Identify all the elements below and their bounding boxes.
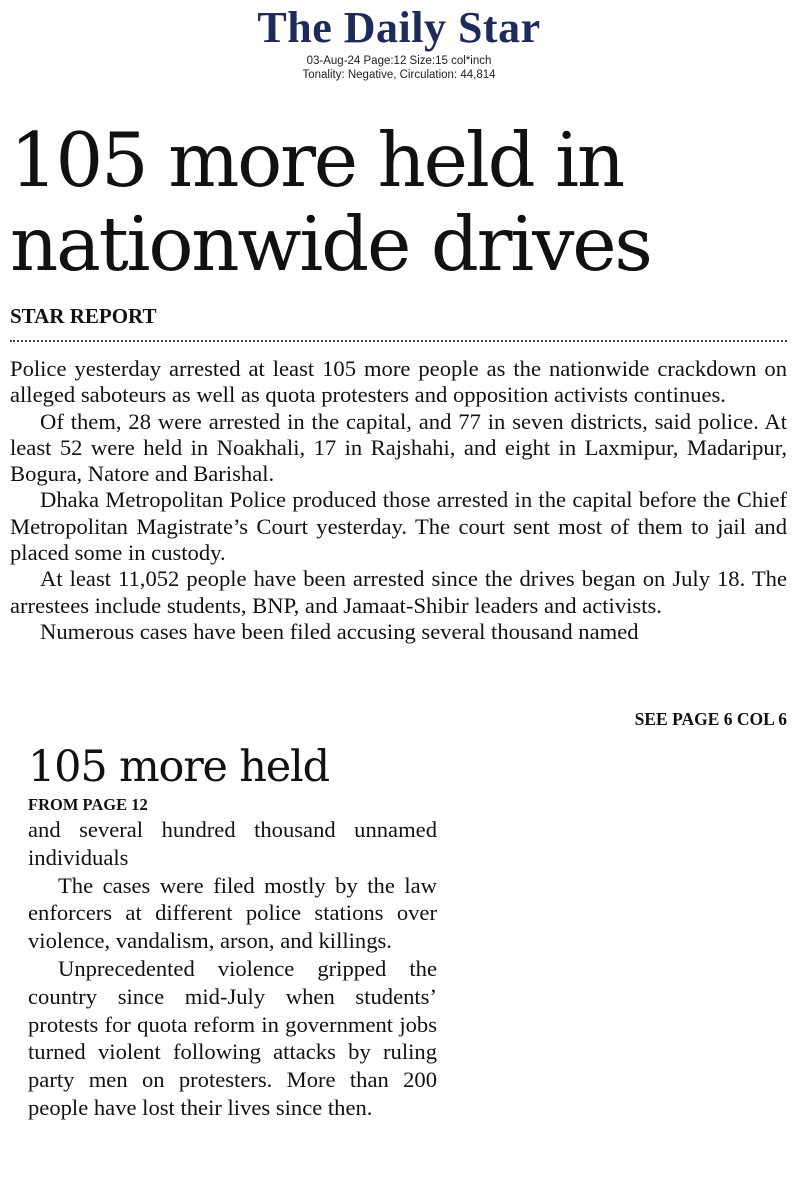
- clipping-tonality-line: Tonality: Negative, Circulation: 44,814: [302, 69, 496, 81]
- continuation-paragraph: Unprecedented violence gripped the country since mid-July when students’ protests for quota reform in government jobs turned violent following attacks by ruling party men on protesters. More than 200 people have lost their lives since then.: [28, 955, 437, 1120]
- continuation-headline: 105 more held: [28, 742, 329, 792]
- article-headline: 105 more held in nationwide drives: [10, 116, 651, 288]
- byline: STAR REPORT: [10, 304, 157, 328]
- article-paragraph: At least 11,052 people have been arrested since the drives began on July 18. The arrestees include students, BNP, and Jamaat-Shibir leaders and activists.: [10, 566, 787, 618]
- continuation-body: [28, 816, 437, 1122]
- continuation-paragraph: and several hundred thousand unnamed individuals: [28, 817, 437, 870]
- article-paragraph: Of them, 28 were arrested in the capital, and 77 in seven districts, said police. At least 52 were held in Noakhali, 17 in Rajshahi, and eight in Laxmipur, Madaripur, Bogura, Natore and Barishal.: [10, 408, 787, 487]
- from-page-reference: FROM PAGE 12: [28, 795, 148, 814]
- dotted-divider: [10, 340, 787, 342]
- article-paragraph: Dhaka Metropolitan Police produced those arrested in the capital before the Chief Metropolitan Magistrate’s Court yesterday. The court sent most of them to jail and placed some in custody.: [10, 487, 787, 566]
- article-paragraph: Numerous cases have been filed accusing several thousand named: [40, 618, 639, 644]
- jump-reference: SEE PAGE 6 COL 6: [634, 709, 787, 729]
- clipping-meta-line: 03-Aug-24 Page:12 Size:15 col*inch: [306, 55, 492, 67]
- masthead: [0, 0, 798, 82]
- continuation-paragraph: The cases were filed mostly by the law enforcers at different police stations over violence, vandalism, arson, and killings.: [28, 872, 437, 954]
- newspaper-logo: The Daily Star: [257, 3, 541, 52]
- article-body: [10, 356, 787, 645]
- article-paragraph: Police yesterday arrested at least 105 more people as the nationwide crackdown on alleged saboteurs as well as quota protesters and opposition activists continues.: [10, 356, 787, 408]
